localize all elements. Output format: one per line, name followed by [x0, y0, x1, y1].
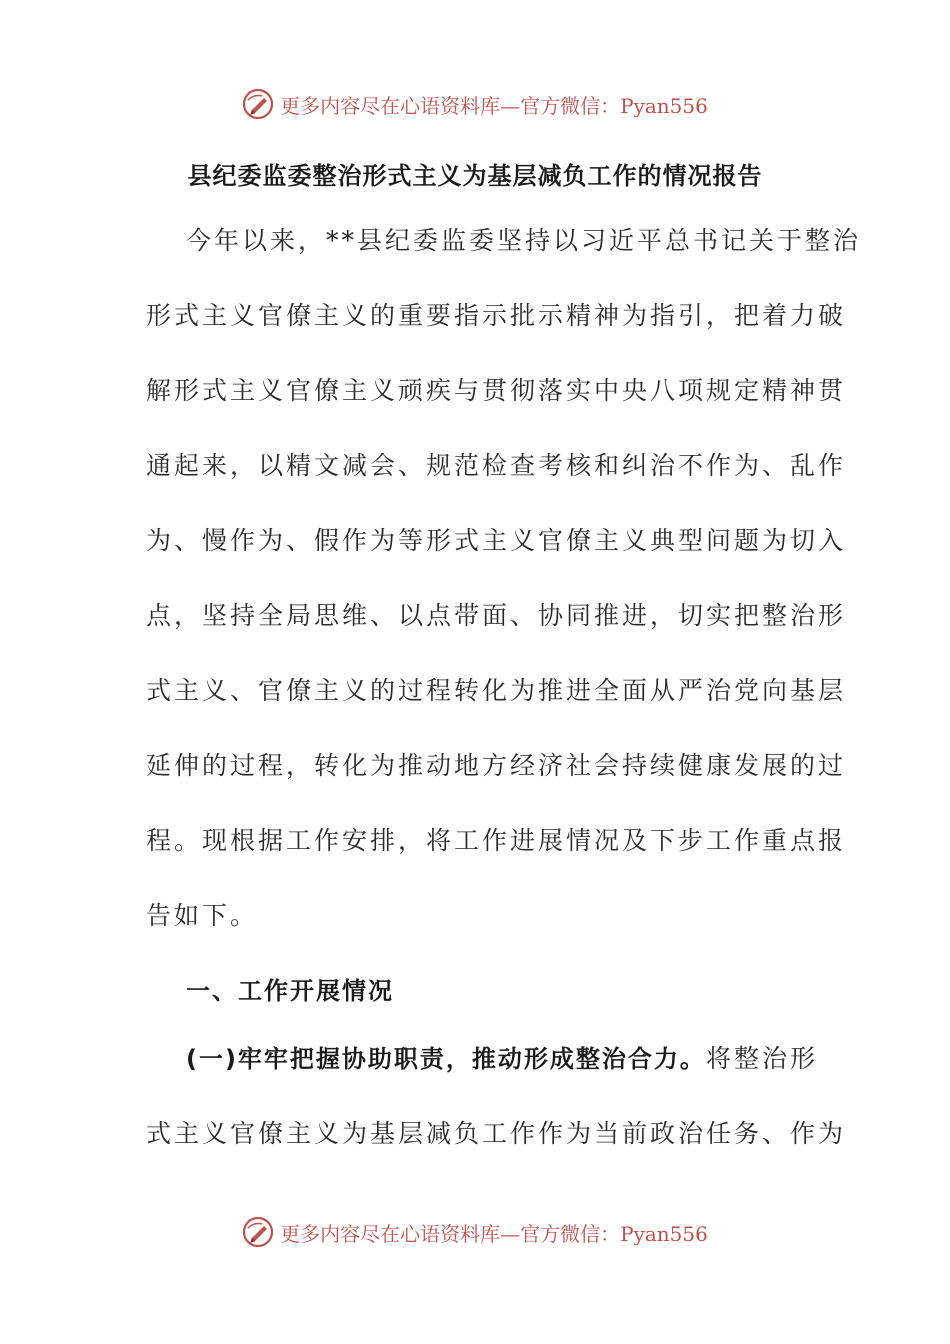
watermark-separator: — — [500, 1221, 521, 1246]
paragraph-line: 式主义、官僚主义的过程转化为推进全面从严治党向基层 — [146, 676, 847, 705]
watermark-footer — [0, 1212, 950, 1252]
paragraph-line: 延伸的过程，转化为推动地方经济社会持续健康发展的过 — [146, 751, 847, 780]
paragraph-line: 告如下。 — [146, 901, 259, 930]
paragraph-line: 通起来，以精文减会、规范检查考核和纠治不作为、乱作 — [146, 451, 847, 480]
document-title: 县纪委监委整治形式主义为基层减负工作的情况报告 — [187, 162, 763, 190]
pen-logo-icon — [242, 88, 274, 120]
paragraph-line: 式主义官僚主义为基层减负工作作为当前政治任务、作为 — [146, 1119, 847, 1148]
watermark-wechat: 官方微信：Pyan556 — [520, 1221, 708, 1246]
paragraph-line: 程。现根据工作安排，将工作进展情况及下步工作重点报 — [146, 826, 847, 855]
section-heading: 一、工作开展情况 — [186, 977, 394, 1005]
watermark-text — [280, 90, 708, 119]
document-body — [146, 216, 862, 1184]
pen-logo-icon — [242, 1216, 274, 1248]
watermark-brand: 更多内容尽在心语资料库 — [280, 93, 501, 118]
watermark-wechat: 官方微信：Pyan556 — [520, 93, 708, 118]
watermark-separator: — — [500, 93, 521, 118]
subsection-first-line — [146, 1034, 818, 1109]
watermark-brand: 更多内容尽在心语资料库 — [280, 1221, 501, 1246]
paragraph-line: 今年以来，**县纪委监委坚持以习近平总书记关于整治 — [186, 226, 862, 255]
paragraph-line: 解形式主义官僚主义顽疾与贯彻落实中央八项规定精神贯 — [146, 376, 847, 405]
subsection-text: 将整治形 — [705, 1044, 818, 1073]
paragraph-line: 为、慢作为、假作为等形式主义官僚主义典型问题为切入 — [146, 526, 847, 555]
paragraph-line: 形式主义官僚主义的重要指示批示精神为指引，把着力破 — [146, 301, 847, 330]
watermark-header — [0, 84, 950, 124]
watermark-text — [280, 1218, 708, 1247]
subsection-lead: (一)牢牢把握协助职责，推动形成整治合力。 — [186, 1045, 706, 1073]
paragraph-line: 点，坚持全局思维、以点带面、协同推进，切实把整治形 — [146, 601, 847, 630]
